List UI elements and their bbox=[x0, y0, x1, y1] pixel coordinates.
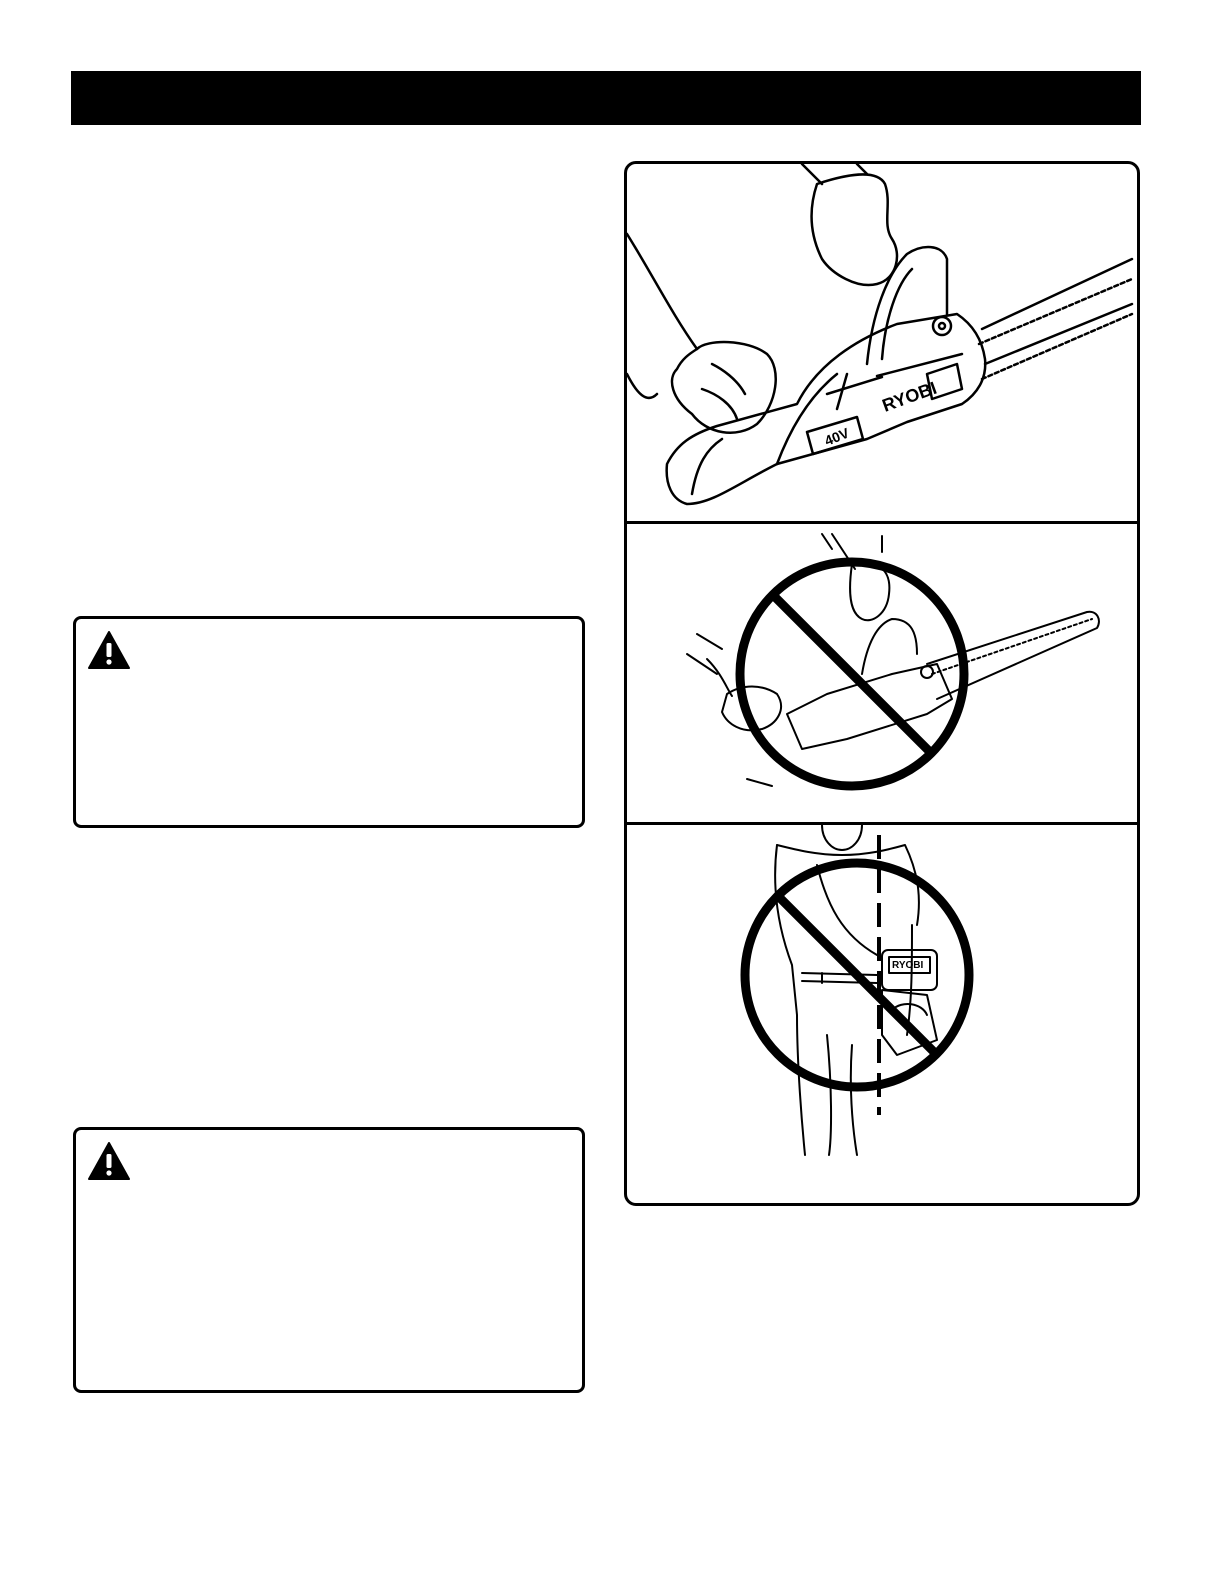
warning-triangle-icon bbox=[87, 630, 131, 670]
illustration-prohibited-one-hand bbox=[627, 524, 1137, 822]
chainsaw-two-hand-grip-icon bbox=[627, 164, 1137, 521]
page-header-bar bbox=[71, 71, 1141, 125]
warning-box-2 bbox=[73, 1127, 585, 1393]
illustration-prohibited-carry bbox=[627, 825, 1137, 1203]
prohibited-carrying-position-icon bbox=[627, 825, 1137, 1203]
warning-triangle-icon bbox=[87, 1141, 131, 1181]
brand-mark-ryobi-small: RYOBI bbox=[892, 960, 924, 971]
warning-box-1 bbox=[73, 616, 585, 828]
illustration-correct-grip bbox=[627, 164, 1137, 521]
prohibited-one-hand-operation-icon bbox=[627, 524, 1137, 822]
brand-mark-40v: 40V bbox=[822, 424, 852, 449]
brand-mark-ryobi: RYOBI bbox=[879, 377, 940, 416]
figure-panel bbox=[624, 161, 1140, 1206]
